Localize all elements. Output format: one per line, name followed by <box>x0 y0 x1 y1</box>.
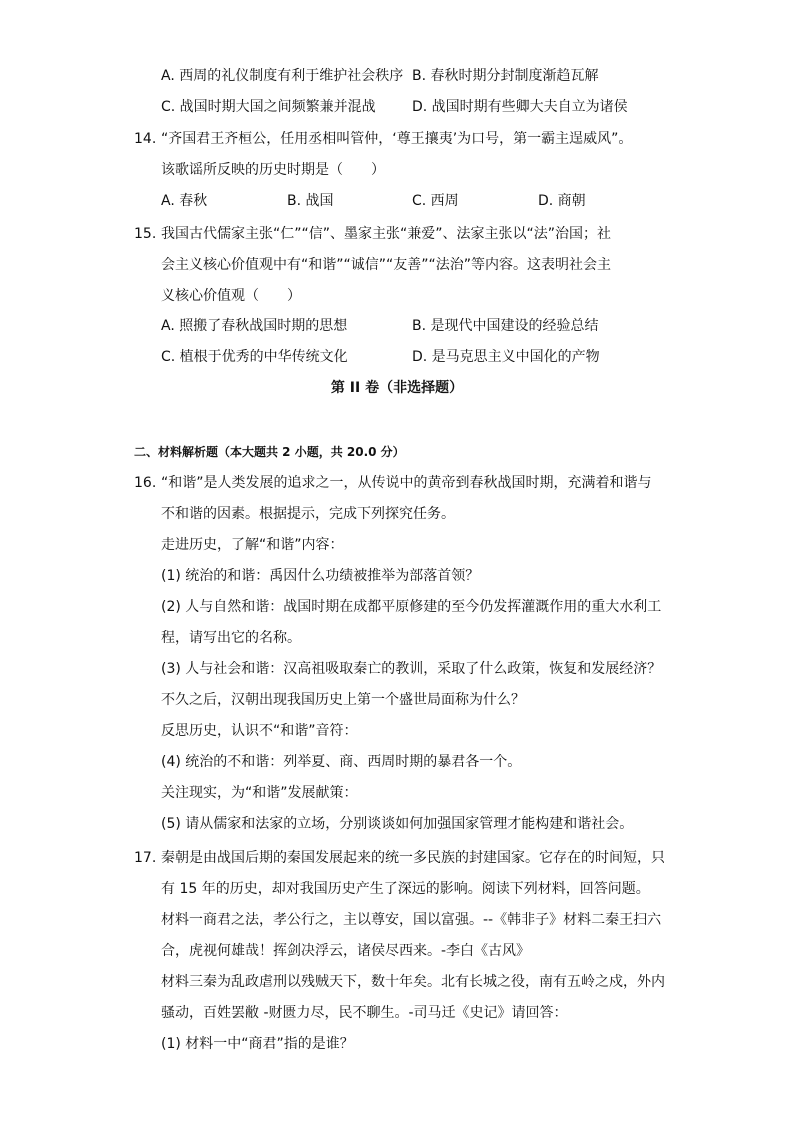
part-ii-title: 第 II 卷（非选择题） <box>330 380 464 396</box>
q17-line: 材料三秦为乱政虐刑以残贼天下，数十年矣。北有长城之役，南有五岭之戍，外内 <box>161 974 665 990</box>
q16-line: 不久之后，汉朝出现我国历史上第一个盛世局面称为什么？ <box>161 692 525 708</box>
q14-number: 14. <box>134 131 157 147</box>
q15-option-a: A. 照搬了春秋战国时期的思想 <box>161 318 348 334</box>
q14-stem-line: 该歌谣所反映的历史时期是（ ） <box>161 162 385 178</box>
q16-line: (1) 统治的和谐：禹因什么功绩被推举为部落首领？ <box>161 568 480 584</box>
q13-option-c: C. 战国时期大国之间频繁兼并混战 <box>161 99 376 115</box>
q15-option-b: B. 是现代中国建设的经验总结 <box>412 318 599 334</box>
q16-line: “和谐”是人类发展的追求之一，从传说中的黄帝到春秋战国时期，充满着和谐与 <box>161 475 652 491</box>
section-two-heading: 二、材料解析题（本大题共 2 小题，共 20.0 分） <box>134 445 405 459</box>
q15-stem-line: 会主义核心价值观中有“和谐”“诚信”“友善”“法治”等内容。这表明社会主 <box>161 257 612 273</box>
q17-line: 秦朝是由战国后期的秦国发展起来的统一多民族的封建国家。它存在的时间短，只 <box>161 850 665 866</box>
q13-option-a: A. 西周的礼仪制度有利于维护社会秩序 <box>161 68 404 84</box>
q16-line: 反思历史，认识不“和谐”音符： <box>161 723 358 739</box>
q14-option-c: C. 西周 <box>412 193 459 209</box>
q16-line: (4) 统治的不和谐：列举夏、商、西周时期的暴君各一个。 <box>161 754 522 770</box>
q15-number: 15. <box>134 226 157 242</box>
q16-line: (3) 人与社会和谐：汉高祖吸取秦亡的教训，采取了什么政策，恢复和发展经济？ <box>161 661 662 677</box>
q13-option-d: D. 战国时期有些卿大夫自立为诸侯 <box>412 99 628 115</box>
q16-line: (2) 人与自然和谐：战国时期在成都平原修建的至今仍发挥灌溉作用的重大水利工 <box>161 599 662 615</box>
q17-line: 合，虎视何雄哉！挥剑决浮云，诸侯尽西来。-李白《古风》 <box>161 943 531 959</box>
q16-number: 16. <box>134 475 157 491</box>
q16-line: 程，请写出它的名称。 <box>161 630 301 646</box>
q14-option-b: B. 战国 <box>287 193 334 209</box>
q15-stem-line: 义核心价值观（ ） <box>161 288 301 304</box>
q17-line: 骚动，百姓罢敝 -财匮力尽，民不聊生。-司马迁《史记》请回答： <box>161 1005 568 1021</box>
q16-line: 关注现实，为“和谐”发展献策： <box>161 785 358 801</box>
q16-line: (5) 请从儒家和法家的立场，分别谈谈如何加强国家管理才能构建和谐社会。 <box>161 816 634 832</box>
q16-line: 不和谐的因素。根据提示，完成下列探究任务。 <box>161 506 455 522</box>
q15-stem-line: 我国古代儒家主张“仁”“信”、墨家主张“兼爱”、法家主张以“法”治国；社 <box>161 226 612 242</box>
q14-stem-line: “齐国君王齐桓公，任用丞相叫管仲，‘尊王攘夷’为口号，第一霸主逞威风”。 <box>161 131 633 147</box>
q14-option-d: D. 商朝 <box>538 193 586 209</box>
q14-option-a: A. 春秋 <box>161 193 208 209</box>
q17-line: 有 15 年的历史，却对我国历史产生了深远的影响。阅读下列材料，回答问题。 <box>161 881 650 897</box>
q15-option-d: D. 是马克思主义中国化的产物 <box>412 349 600 365</box>
q17-line: 材料一商君之法，孝公行之，主以尊安，国以富强。--《韩非子》材料二秦王扫六 <box>161 912 662 928</box>
q15-option-c: C. 植根于优秀的中华传统文化 <box>161 349 348 365</box>
q17-line: (1) 材料一中“商君”指的是谁？ <box>161 1036 354 1052</box>
q17-number: 17. <box>134 850 157 866</box>
q16-line: 走进历史，了解“和谐”内容： <box>161 537 344 553</box>
q13-option-b: B. 春秋时期分封制度渐趋瓦解 <box>412 68 599 84</box>
